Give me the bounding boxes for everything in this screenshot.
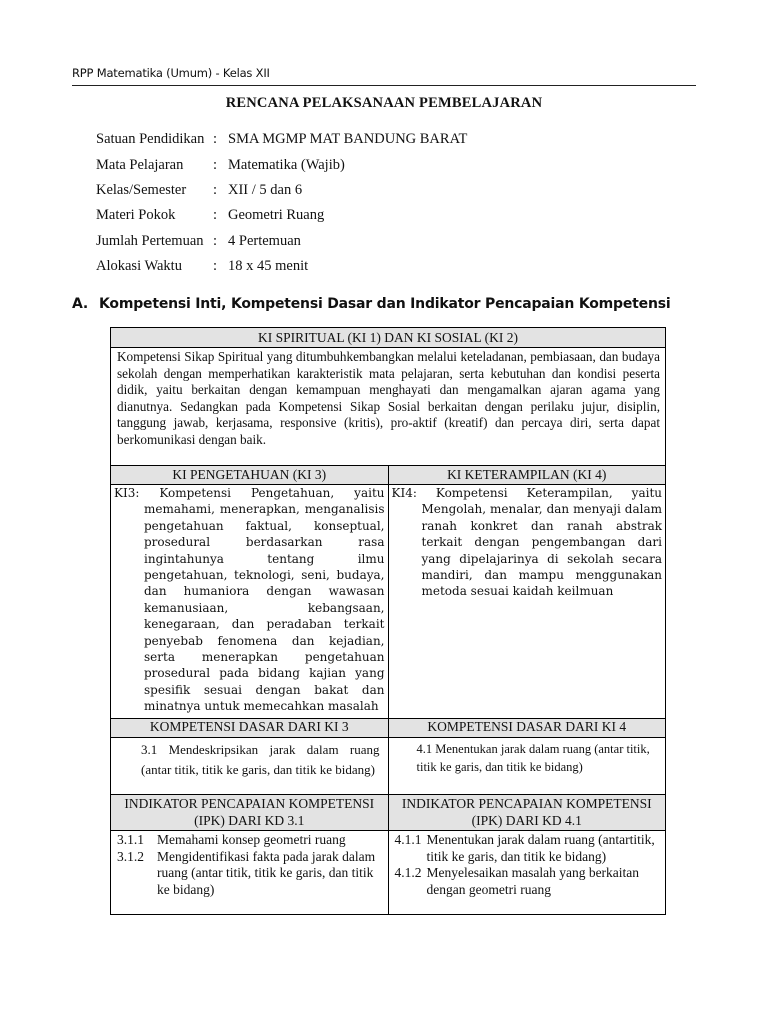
meta-value: XII / 5 dan 6 bbox=[228, 181, 303, 198]
kd4-header: KOMPETENSI DASAR DARI KI 4 bbox=[388, 719, 666, 738]
meta-row bbox=[96, 229, 467, 254]
list-item bbox=[395, 832, 662, 865]
meta-colon: : bbox=[213, 181, 218, 198]
ki3-header: KI PENGETAHUAN (KI 3) bbox=[111, 466, 389, 485]
meta-colon: : bbox=[213, 207, 218, 224]
ki3-cell bbox=[111, 485, 389, 719]
meta-colon: : bbox=[213, 232, 218, 249]
meta-label: Alokasi Waktu bbox=[96, 258, 182, 275]
ki12-header: KI SPIRITUAL (KI 1) DAN KI SOSIAL (KI 2) bbox=[111, 328, 666, 348]
meta-label: Jumlah Pertemuan bbox=[96, 232, 204, 249]
ipk3-header: INDIKATOR PENCAPAIAN KOMPETENSI (IPK) DARI KD 3.1 bbox=[111, 795, 389, 831]
meta-row bbox=[96, 254, 467, 279]
header-rule bbox=[72, 85, 696, 86]
meta-colon: : bbox=[213, 258, 218, 275]
ki12-body: Kompetensi Sikap Spiritual yang ditumbuhkembangkan melalui keteladanan, pembiasaan, dan budaya sekolah dengan memperhatikan karakteristik mata pelajaran, serta kebutuhan dan kondisi peserta didik, yaitu berkaitan dengan kemampuan menghayati dan mengamalkan ajaran agama yang dianutnya. Sedangkan pada Kompetensi Sikap Sosial berkaitan dengan perilaku jujur, disiplin, tanggung jawab, kerjasama, responsive (kritis), pro-aktif (kreatif) dan percaya diri, serta dapat berkomunikasi dengan baik. bbox=[111, 348, 666, 466]
meta-label: Satuan Pendidikan bbox=[96, 131, 205, 148]
ki4-body: KI4: Kompetensi Keterampilan, yaitu Mengolah, menalar, dan menyaji dalam ranah konkret dan ranah abstrak terkait dengan pengembangan dari yang dipelajarinya di sekolah secara mandiri, dan mampu menggunakan metoda sesuai kaidah keilmuan bbox=[391, 486, 662, 599]
kd3-body: 3.1 Mendeskripsikan jarak dalam ruang (antar titik, titik ke garis, dan titik ke bidang) bbox=[111, 738, 389, 795]
ipk-number: 4.1.1 bbox=[394, 832, 422, 847]
ipk4-header: INDIKATOR PENCAPAIAN KOMPETENSI (IPK) DARI KD 4.1 bbox=[388, 795, 666, 831]
kd3-header: KOMPETENSI DASAR DARI KI 3 bbox=[111, 719, 389, 738]
meta-label: Materi Pokok bbox=[96, 207, 176, 224]
page-header: RPP Matematika (Umum) - Kelas XII bbox=[72, 66, 270, 80]
ipk-number: 3.1.1 bbox=[117, 832, 144, 847]
meta-colon: : bbox=[213, 131, 218, 148]
list-item bbox=[117, 849, 384, 899]
section-letter: A. bbox=[72, 296, 89, 312]
section-title: Kompetensi Inti, Kompetensi Dasar dan Indikator Pencapaian Kompetensi bbox=[99, 296, 671, 312]
list-item bbox=[117, 832, 384, 849]
ki3-body: KI3: Kompetensi Pengetahuan, yaitu memahami, menerapkan, menganalisis pengetahuan faktual, konseptual, prosedural berdasarkan rasa ingintahunya tentang ilmu pengetahuan, teknologi, seni, budaya, dan humaniora dengan wawasan kemanusiaan, kebangsaan, kenegaraan, dan peradaban terkait penyebab fenomena dan kejadian, serta menerapkan pengetahuan prosedural pada bidang kajian yang spesifik sesuai dengan bakat dan minatnya untuk memecahkan masalah bbox=[114, 486, 385, 714]
meta-label: Kelas/Semester bbox=[96, 181, 187, 198]
ipk-text: Menentukan jarak dalam ruang (antartitik, titik ke garis, dan titik ke bidang) bbox=[426, 832, 655, 864]
ipk-text: Menyelesaikan masalah yang berkaitan dengan geometri ruang bbox=[426, 865, 640, 897]
meta-value: Geometri Ruang bbox=[228, 207, 325, 224]
meta-value: 18 x 45 menit bbox=[228, 258, 309, 275]
competency-table bbox=[110, 327, 666, 915]
meta-colon: : bbox=[213, 156, 218, 173]
kd4-body: 4.1 Menentukan jarak dalam ruang (antar titik, titik ke garis, dan titik ke bidang) bbox=[388, 738, 666, 795]
ipk-text: Memahami konsep geometri ruang bbox=[157, 832, 346, 847]
meta-row bbox=[96, 203, 467, 228]
meta-value: SMA MGMP MAT BANDUNG BARAT bbox=[228, 131, 468, 148]
meta-row bbox=[96, 152, 467, 177]
meta-value: Matematika (Wajib) bbox=[228, 156, 345, 173]
meta-row bbox=[96, 127, 467, 152]
meta-label: Mata Pelajaran bbox=[96, 156, 184, 173]
document-title: RENCANA PELAKSANAAN PEMBELAJARAN bbox=[225, 95, 543, 111]
ipk-text: Mengidentifikasi fakta pada jarak dalam ruang (antar titik, titik ke garis, dan titik ke bidang) bbox=[157, 848, 376, 897]
ipk3-cell bbox=[111, 831, 389, 915]
list-item bbox=[395, 865, 662, 898]
meta-row bbox=[96, 178, 467, 203]
ipk-number: 4.1.2 bbox=[394, 865, 422, 881]
section-heading bbox=[72, 296, 670, 312]
identity-list bbox=[96, 127, 467, 279]
meta-value: 4 Pertemuan bbox=[228, 232, 301, 249]
ki4-cell bbox=[388, 485, 666, 719]
ipk4-cell bbox=[388, 831, 666, 915]
ipk-number: 3.1.2 bbox=[117, 848, 144, 864]
ki4-header: KI KETERAMPILAN (KI 4) bbox=[388, 466, 666, 485]
